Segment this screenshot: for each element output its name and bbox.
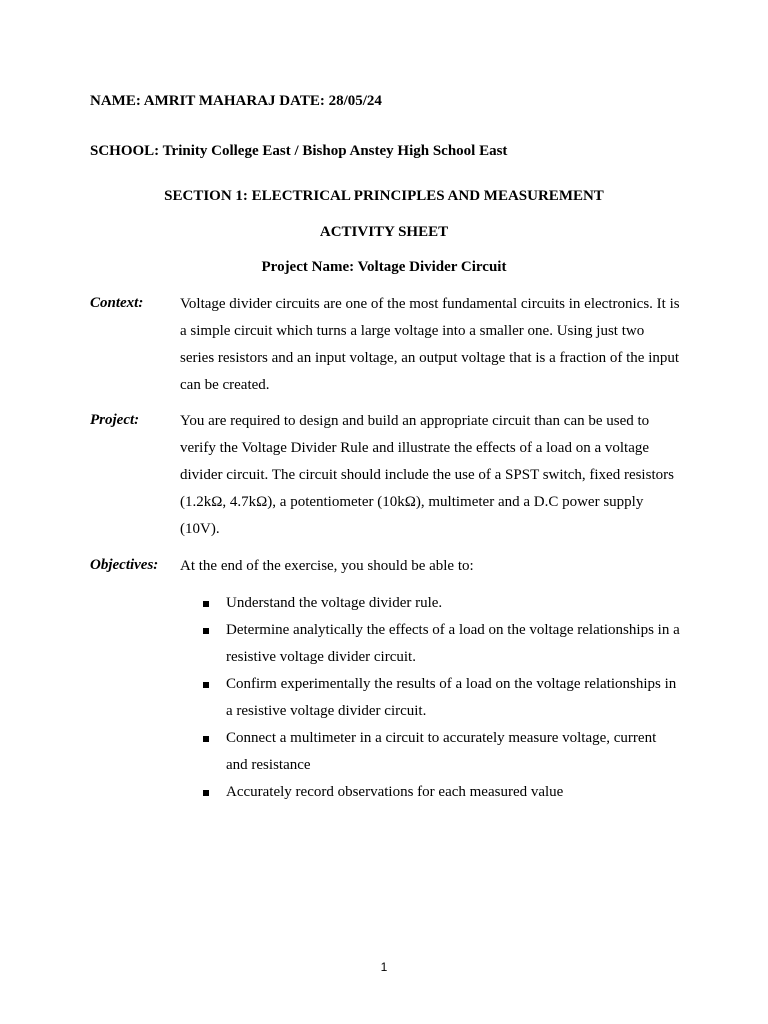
context-text: Voltage divider circuits are one of the most fundamental circuits in electronics. It is a simple circuit which turns a large voltage into a smaller one. Using just two series resistors and an input voltage, an output voltage that is a fraction of the input can be created. xyxy=(180,296,680,393)
square-bullet-icon xyxy=(203,790,209,796)
list-item-text: Confirm experimentally the results of a load on the voltage relationships in a resistive voltage divider circuit. xyxy=(226,676,677,719)
list-item xyxy=(180,671,680,725)
school-line: SCHOOL: Trinity College East / Bishop Anstey High School East xyxy=(90,143,508,159)
section-title: SECTION 1: ELECTRICAL PRINCIPLES AND MEASUREMENT xyxy=(164,188,604,204)
list-item xyxy=(180,725,680,779)
list-item-text: Determine analytically the effects of a load on the voltage relationships in a resistive voltage divider circuit. xyxy=(226,622,680,665)
list-item xyxy=(180,617,680,671)
list-item-text: Accurately record observations for each measured value xyxy=(226,784,564,800)
list-item-text: Connect a multimeter in a circuit to accurately measure voltage, current and resistance xyxy=(226,730,657,773)
context-section xyxy=(90,291,690,399)
project-name-title: Project Name: Voltage Divider Circuit xyxy=(261,259,507,275)
square-bullet-icon xyxy=(203,601,209,607)
objectives-list xyxy=(180,590,680,806)
list-item-text: Understand the voltage divider rule. xyxy=(226,595,443,611)
objectives-intro: At the end of the exercise, you should be able to: xyxy=(180,558,474,574)
project-label: Project: xyxy=(90,412,140,428)
objectives-label: Objectives: xyxy=(90,557,159,573)
activity-sheet-title: ACTIVITY SHEET xyxy=(319,224,449,240)
list-item xyxy=(180,779,680,806)
list-item xyxy=(180,590,680,617)
project-section xyxy=(90,408,690,543)
square-bullet-icon xyxy=(203,736,209,742)
square-bullet-icon xyxy=(203,682,209,688)
project-text: You are required to design and build an appropriate circuit than can be used to verify the Voltage Divider Rule and illustrate the effects of a load on a voltage divider circuit. The circuit should include the use of a SPST switch, fixed resistors (1.2kΩ, 4.7kΩ), a potentiometer (10kΩ), multimeter and a D.C power supply (10V). xyxy=(180,413,674,537)
context-label: Context: xyxy=(90,295,144,311)
name-date-line: NAME: AMRIT MAHARAJ DATE: 28/05/24 xyxy=(90,93,382,109)
square-bullet-icon xyxy=(203,628,209,634)
page-number: 1 xyxy=(380,960,388,974)
objectives-section xyxy=(90,553,690,580)
